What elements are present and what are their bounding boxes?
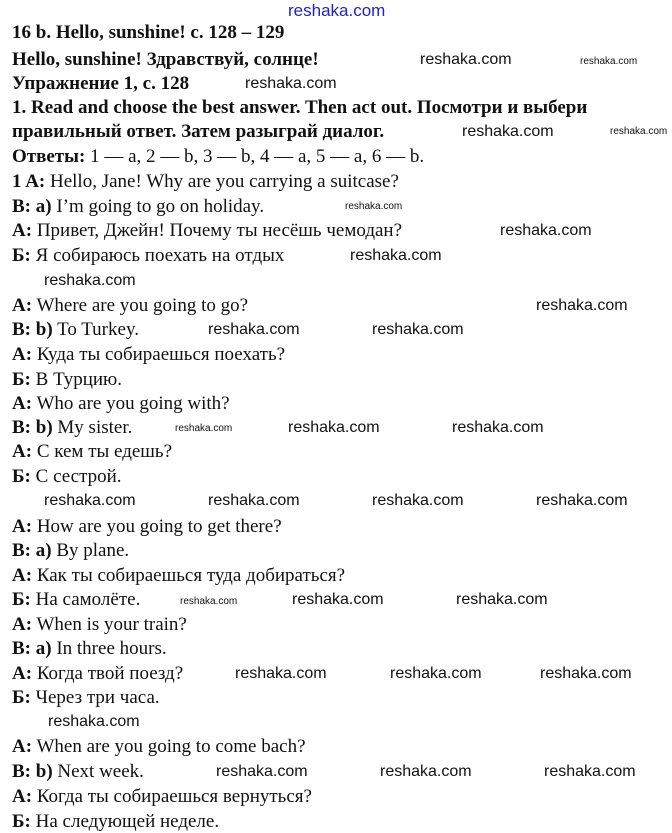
line-label: Упражнение 1, с. 128: [12, 73, 190, 94]
line-label: Б:: [12, 466, 31, 487]
watermark: reshaka.com: [462, 123, 554, 140]
text-line: [12, 441, 172, 463]
text-line: [12, 344, 285, 366]
line-text: I’m going to go on holiday.: [51, 196, 265, 217]
watermark: reshaka.com: [245, 75, 337, 92]
text-line: [12, 516, 282, 538]
line-label: А:: [12, 441, 33, 462]
line-label: A:: [12, 736, 33, 757]
text-line: [12, 220, 402, 242]
watermark: reshaka.com: [544, 763, 636, 780]
line-text: To Turkey.: [52, 319, 139, 340]
text-line: [12, 466, 122, 488]
line-label: 16 b. Hello, sunshine! с. 128 – 129: [12, 22, 285, 43]
line-text: На самолёте.: [30, 589, 141, 610]
text-line: [12, 245, 284, 267]
line-text: Hello, Jane! Why are you carrying a suitcase?: [45, 171, 399, 192]
text-line: [12, 687, 160, 709]
line-label: Б:: [12, 811, 31, 832]
watermark: reshaka.com: [536, 297, 628, 314]
text-line: [12, 171, 399, 193]
line-label: Ответы:: [12, 146, 86, 167]
line-text: Когда твой поезд?: [32, 663, 184, 684]
line-label: B: b): [12, 319, 53, 340]
line-label: А:: [12, 786, 33, 807]
text-line: [12, 196, 264, 218]
text-line: [12, 663, 183, 685]
line-text: С кем ты едешь?: [32, 441, 173, 462]
line-text: В Турцию.: [30, 369, 123, 390]
text-line: [12, 295, 248, 317]
line-label: Hello, sunshine! Здравствуй, солнце!: [12, 49, 319, 70]
text-line: [12, 417, 132, 439]
line-label: 1 A:: [12, 171, 46, 192]
watermark: reshaka.com: [350, 247, 442, 264]
line-text: Куда ты собираешься поехать?: [32, 344, 286, 365]
text-line: [12, 146, 424, 168]
watermark: reshaka.com: [610, 126, 668, 137]
text-line: [12, 319, 139, 341]
watermark: reshaka.com: [288, 419, 380, 436]
watermark: reshaka.com: [345, 201, 403, 212]
watermark: reshaka.com: [372, 492, 464, 509]
line-label: Б:: [12, 245, 31, 266]
text-line: [12, 786, 312, 808]
line-text: 1 — a, 2 — b, 3 — b, 4 — a, 5 — a, 6 — b.: [85, 146, 425, 167]
watermark: reshaka.com: [44, 492, 136, 509]
line-label: правильный ответ. Затем разыграй диалог.: [12, 121, 385, 142]
line-text: By plane.: [51, 540, 130, 561]
watermark: reshaka.com: [420, 51, 512, 68]
line-label: B: a): [12, 638, 52, 659]
line-label: A:: [12, 295, 33, 316]
watermark: reshaka.com: [456, 591, 548, 608]
line-text: Как ты собираешься туда добираться?: [32, 565, 346, 586]
line-label: B: a): [12, 540, 52, 561]
line-text: How are you going to get there?: [32, 516, 282, 537]
text-line: [12, 589, 140, 611]
line-label: B: b): [12, 417, 53, 438]
line-label: Б:: [12, 369, 31, 390]
line-text: Привет, Джейн! Почему ты несёшь чемодан?: [32, 220, 403, 241]
line-label: А:: [12, 220, 33, 241]
watermark: reshaka.com: [216, 763, 308, 780]
text-line: [12, 49, 319, 71]
watermark: reshaka.com: [390, 665, 482, 682]
line-text: С сестрой.: [30, 466, 122, 487]
watermark: reshaka.com: [292, 591, 384, 608]
line-text: When are you going to come bach?: [32, 736, 306, 757]
text-line: [12, 22, 284, 44]
line-label: Б:: [12, 687, 31, 708]
line-text: Who are you going with?: [32, 393, 230, 414]
watermark: reshaka.com: [380, 763, 472, 780]
line-text: Когда ты собираешься вернуться?: [32, 786, 312, 807]
text-line: [12, 565, 345, 587]
text-line: [12, 638, 167, 660]
line-label: A:: [12, 393, 33, 414]
watermark: reshaka.com: [452, 419, 544, 436]
line-text: Where are you going to go?: [32, 295, 249, 316]
text-line: [12, 761, 144, 783]
text-line: [12, 540, 129, 562]
watermark: reshaka.com: [580, 56, 638, 67]
text-line: [12, 97, 587, 119]
line-text: Я собираюсь поехать на отдых: [30, 245, 285, 266]
line-label: B: a): [12, 196, 52, 217]
watermark: reshaka.com: [288, 1, 386, 20]
watermark: reshaka.com: [208, 492, 300, 509]
line-label: А:: [12, 565, 33, 586]
watermark: reshaka.com: [208, 321, 300, 338]
text-line: [12, 369, 122, 391]
text-line: [12, 73, 189, 95]
watermark: reshaka.com: [536, 492, 628, 509]
watermark: reshaka.com: [48, 713, 140, 730]
line-label: A:: [12, 614, 33, 635]
line-text: Next week.: [52, 761, 144, 782]
line-text: When is your train?: [32, 614, 187, 635]
line-text: Через три часа.: [30, 687, 160, 708]
line-label: A:: [12, 516, 33, 537]
line-label: А:: [12, 663, 33, 684]
line-label: А:: [12, 344, 33, 365]
watermark: reshaka.com: [235, 665, 327, 682]
line-label: Б:: [12, 589, 31, 610]
text-line: [12, 811, 219, 833]
text-line: [12, 736, 306, 758]
line-label: B: b): [12, 761, 53, 782]
line-label: 1. Read and choose the best answer. Then act out. Посмотри и выбери: [12, 97, 588, 118]
watermark: reshaka.com: [44, 272, 136, 289]
line-text: In three hours.: [51, 638, 167, 659]
watermark: reshaka.com: [540, 665, 632, 682]
watermark: reshaka.com: [372, 321, 464, 338]
watermark: reshaka.com: [500, 222, 592, 239]
watermark: reshaka.com: [180, 596, 238, 607]
line-text: My sister.: [52, 417, 133, 438]
text-line: [12, 121, 384, 143]
watermark: reshaka.com: [175, 423, 233, 434]
line-text: На следующей неделе.: [30, 811, 220, 832]
text-line: [12, 614, 187, 636]
text-line: [12, 393, 230, 415]
